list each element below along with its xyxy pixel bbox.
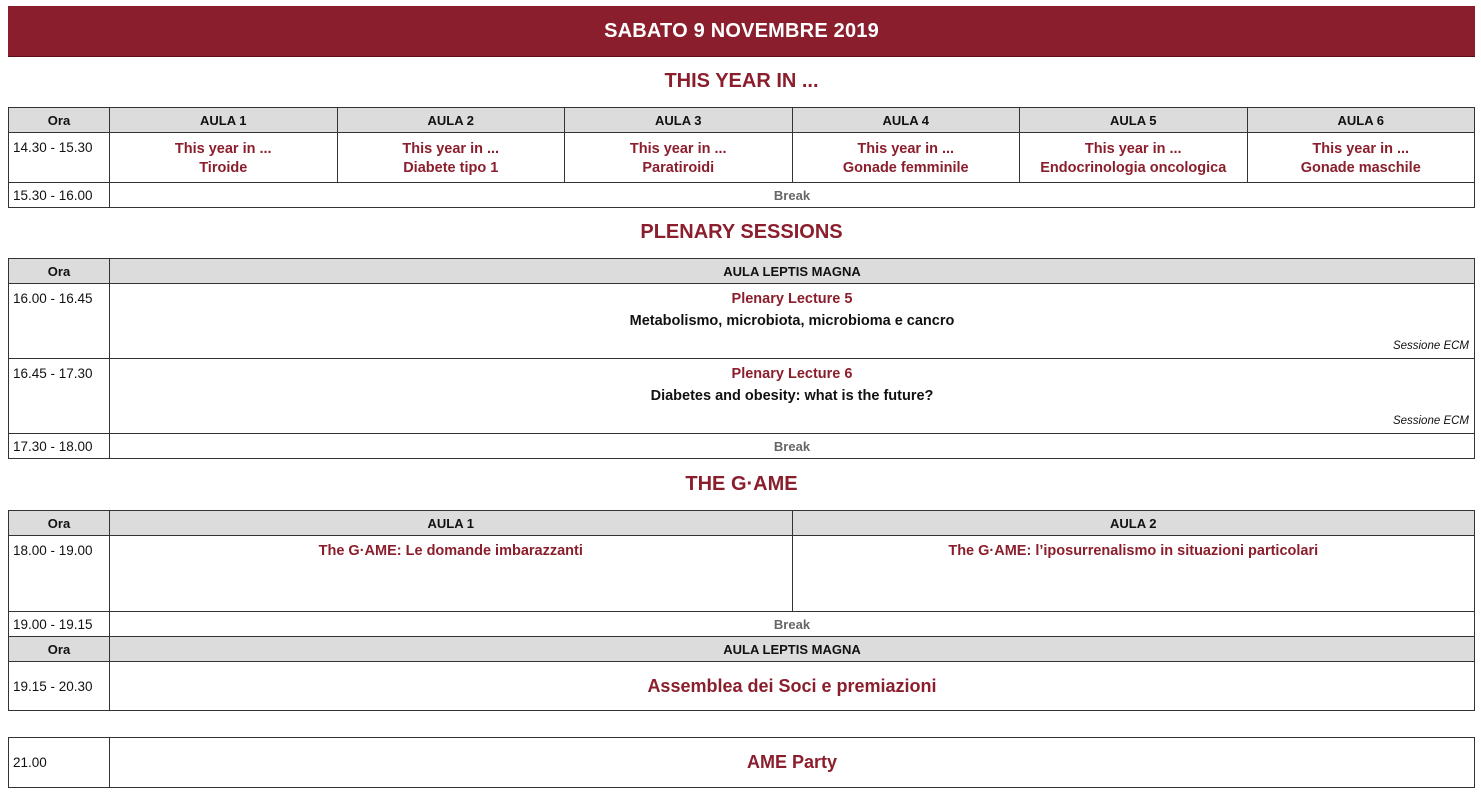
time-cell: 19.00 - 19.15 <box>9 612 110 637</box>
aula-header: AULA 2 <box>792 511 1475 536</box>
lecture-title: Plenary Lecture 6 <box>731 366 853 382</box>
time-cell: 16.45 - 17.30 <box>9 359 110 434</box>
day-title: SABATO 9 NOVEMBRE 2019 <box>604 19 879 42</box>
session-topic: Gonade femminile <box>842 160 969 176</box>
session-cell <box>110 133 338 183</box>
section-title-plenary: PLENARY SESSIONS <box>640 221 843 243</box>
section-title-this-year-in: THIS YEAR IN ... <box>664 70 819 92</box>
session-cell <box>337 133 565 183</box>
day-banner <box>8 6 1475 57</box>
ecm-note: Sessione ECM <box>1392 340 1469 352</box>
lecture-cell <box>110 284 1475 359</box>
game-table <box>8 510 1475 711</box>
aula-header: AULA 5 <box>1020 108 1248 133</box>
time-cell: 17.30 - 18.00 <box>9 434 110 459</box>
ora-header: Ora <box>9 637 110 662</box>
time-cell: 19.15 - 20.30 <box>9 662 110 711</box>
ora-header: Ora <box>9 511 110 536</box>
lecture-row <box>9 284 1475 359</box>
session-row <box>9 133 1475 183</box>
lecture-subtitle: Metabolismo, microbiota, microbioma e cancro <box>629 313 955 329</box>
session-cell <box>565 133 793 183</box>
header-row <box>9 259 1475 284</box>
session-prefix: This year in ... <box>857 141 955 157</box>
session-cell <box>792 133 1020 183</box>
party-row <box>9 738 1475 788</box>
session-prefix: This year in ... <box>629 141 727 157</box>
break-row <box>9 183 1475 208</box>
plenary-table <box>8 258 1475 459</box>
session-prefix: This year in ... <box>1312 141 1410 157</box>
session-prefix: This year in ... <box>174 141 272 157</box>
party-title: AME Party <box>110 738 1475 788</box>
aula-header: AULA LEPTIS MAGNA <box>110 259 1475 284</box>
session-cell <box>1020 133 1248 183</box>
time-cell: 21.00 <box>9 738 110 788</box>
lecture-title: Plenary Lecture 5 <box>731 291 853 307</box>
session-topic: Paratiroidi <box>642 160 715 176</box>
game-session-aula-2: The G·AME: l’iposurrenalismo in situazioni particolari <box>792 536 1475 612</box>
header-row <box>9 637 1475 662</box>
ecm-note: Sessione ECM <box>1392 415 1469 427</box>
lecture-subtitle: Diabetes and obesity: what is the future? <box>650 388 934 404</box>
lecture-row <box>9 359 1475 434</box>
aula-header: AULA 1 <box>110 511 793 536</box>
aula-header: AULA LEPTIS MAGNA <box>110 637 1475 662</box>
time-cell: 15.30 - 16.00 <box>9 183 110 208</box>
session-prefix: This year in ... <box>1084 141 1182 157</box>
party-table <box>8 737 1475 788</box>
session-prefix: This year in ... <box>402 141 500 157</box>
time-cell: 18.00 - 19.00 <box>9 536 110 612</box>
session-row <box>9 536 1475 612</box>
session-topic: Tiroide <box>199 160 248 176</box>
session-topic: Gonade maschile <box>1300 160 1421 176</box>
time-cell: 14.30 - 15.30 <box>9 133 110 183</box>
ora-header: Ora <box>9 108 110 133</box>
assembly-title: Assemblea dei Soci e premiazioni <box>110 662 1475 711</box>
lecture-cell <box>110 359 1475 434</box>
section-title-game: THE G·AME <box>685 473 798 495</box>
aula-header: AULA 6 <box>1247 108 1475 133</box>
break-label: Break <box>110 612 1475 637</box>
break-label: Break <box>110 434 1475 459</box>
aula-header: AULA 3 <box>565 108 793 133</box>
aula-header: AULA 4 <box>792 108 1020 133</box>
game-session-aula-1: The G·AME: Le domande imbarazzanti <box>110 536 793 612</box>
session-topic: Endocrinologia oncologica <box>1040 160 1227 176</box>
ora-header: Ora <box>9 259 110 284</box>
header-row <box>9 511 1475 536</box>
session-cell <box>1247 133 1475 183</box>
break-row <box>9 612 1475 637</box>
header-row <box>9 108 1475 133</box>
time-cell: 16.00 - 16.45 <box>9 284 110 359</box>
assembly-row <box>9 662 1475 711</box>
break-label: Break <box>110 183 1475 208</box>
break-row <box>9 434 1475 459</box>
this-year-in-table <box>8 107 1475 208</box>
session-topic: Diabete tipo 1 <box>403 160 499 176</box>
aula-header: AULA 1 <box>110 108 338 133</box>
aula-header: AULA 2 <box>337 108 565 133</box>
